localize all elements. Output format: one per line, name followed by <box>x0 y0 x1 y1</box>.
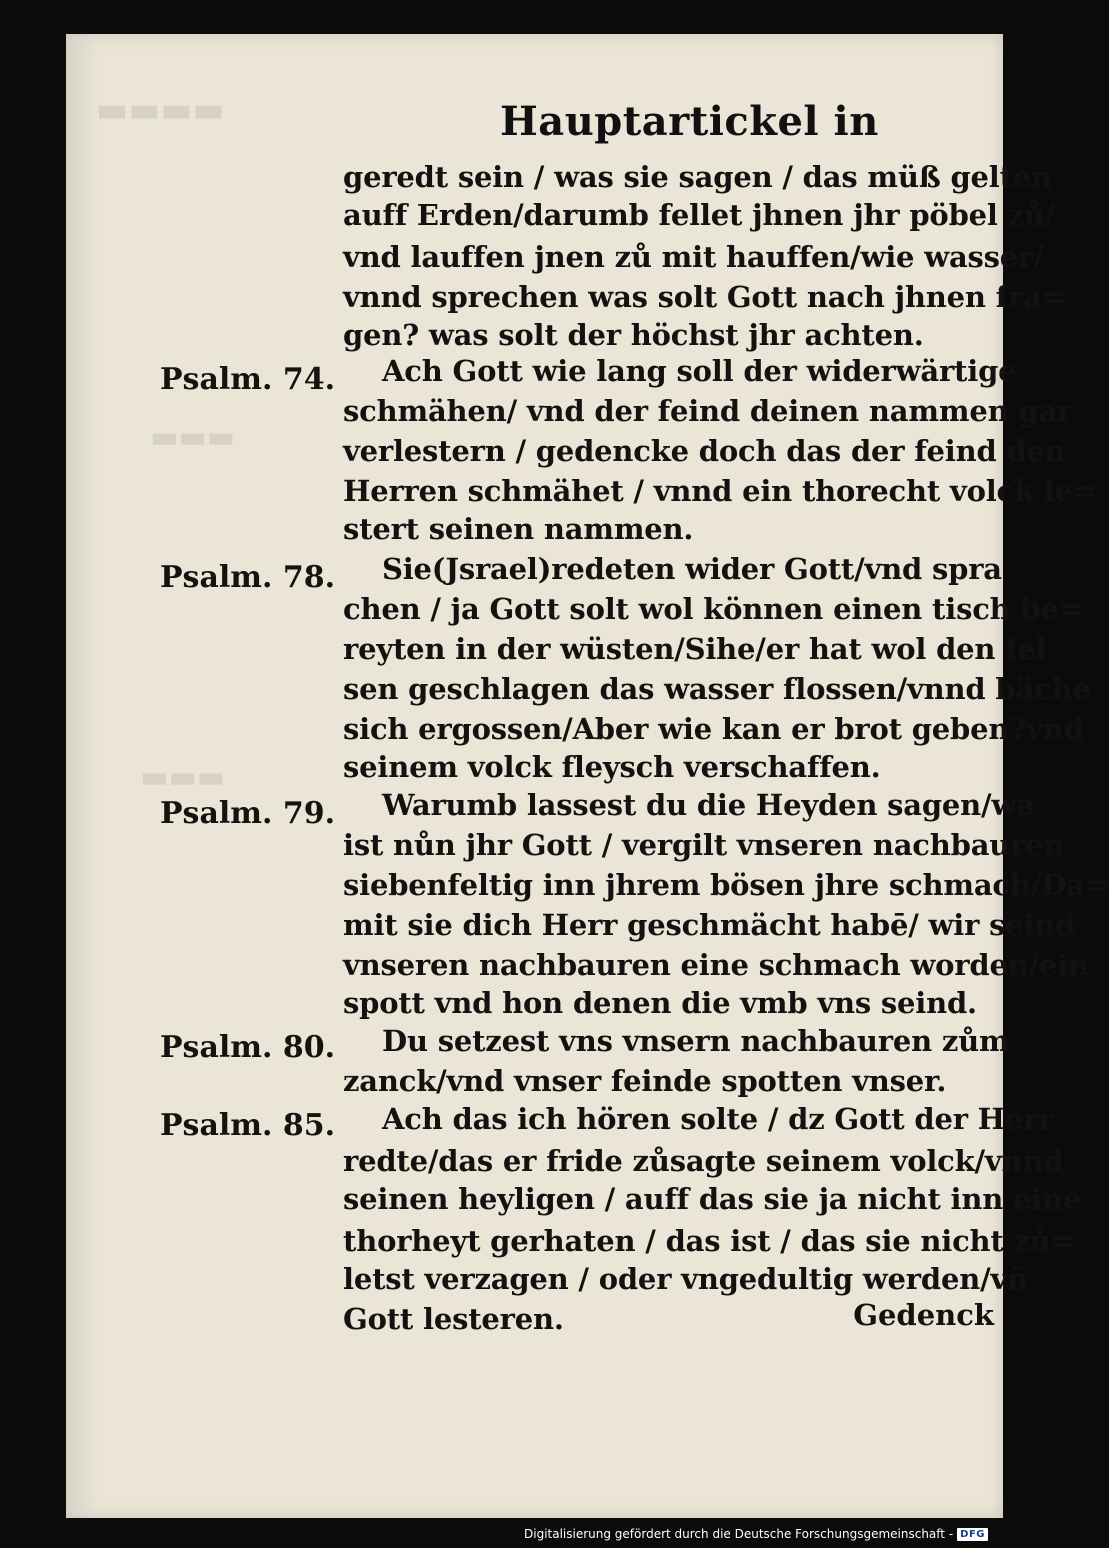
text-line: reyten in der wüsten/Sihe/er hat wol den fel <box>343 632 1047 666</box>
show-through-text: ▬▬▬ <box>140 760 226 795</box>
show-through-text: ▬▬▬▬ <box>96 90 225 130</box>
psalm-reference: Psalm. 78. <box>160 560 336 595</box>
psalm-reference: Psalm. 85. <box>160 1108 336 1143</box>
dfg-logo: DFG <box>957 1528 988 1541</box>
text-line: seinen heyligen / auff das sie ja nicht inn eine <box>343 1182 1082 1216</box>
running-title: Hauptartickel in <box>500 98 879 145</box>
text-line: vnnd sprechen was solt Gott nach jhnen fra= <box>343 280 1066 314</box>
text-line: Ach das ich hören solte / dz Gott der Herr <box>382 1102 1054 1136</box>
text-line: ist nůn jhr Gott / vergilt vnseren nachbauren <box>343 828 1065 862</box>
text-line: chen / ja Gott solt wol können einen tisch be= <box>343 592 1083 626</box>
text-line: sich ergossen/Aber wie kan er brot geben?vnd <box>343 712 1084 746</box>
text-line: spott vnd hon denen die vmb vns seind. <box>343 986 977 1020</box>
text-line: siebenfeltig inn jhrem bösen jhre schmach/Da= <box>343 868 1109 902</box>
text-line: schmähen/ vnd der feind deinen nammen gar <box>343 394 1073 428</box>
text-line: auff Erden/darumb fellet jhnen jhr pöbel zů/ <box>343 198 1056 232</box>
text-line: mit sie dich Herr geschmächt habē/ wir seind <box>343 908 1076 942</box>
text-line: seinem volck fleysch verschaffen. <box>343 750 881 784</box>
text-line: stert seinen nammen. <box>343 512 694 546</box>
psalm-reference: Psalm. 79. <box>160 796 336 831</box>
text-line: Du setzest vns vnsern nachbauren zům <box>382 1024 1010 1058</box>
text-line: Ach Gott wie lang soll der widerwärtige <box>382 354 1017 388</box>
text-line: Warumb lassest du die Heyden sagen/wa <box>382 788 1035 822</box>
text-line: vnseren nachbauren eine schmach worden/ein <box>343 948 1089 982</box>
text-line: sen geschlagen das wasser flossen/vnnd bäche <box>343 672 1091 706</box>
text-line: letst verzagen / oder vngedultig werden/vñ <box>343 1262 1029 1296</box>
text-line: Gott lesteren. <box>343 1302 564 1336</box>
psalm-reference: Psalm. 80. <box>160 1030 336 1065</box>
text-line: zanck/vnd vnser feinde spotten vnser. <box>343 1064 947 1098</box>
show-through-text: ▬▬▬ <box>150 420 236 455</box>
catchword: Gedenck <box>853 1298 994 1332</box>
text-line: geredt sein / was sie sagen / das müß gelten <box>343 160 1052 194</box>
text-line: gen? was solt der höchst jhr achten. <box>343 318 924 352</box>
text-line: thorheyt gerhaten / das ist / das sie nicht zů= <box>343 1224 1075 1258</box>
text-line: Herren schmähet / vnnd ein thorecht volck le= <box>343 474 1097 508</box>
text-line: Sie(Jsrael)redeten wider Gott/vnd spra <box>382 552 1002 586</box>
text-line: vnd lauffen jnen zů mit hauffen/wie wasser/ <box>343 240 1044 274</box>
text-line: redte/das er fride zůsagte seinem volck/vnnd <box>343 1144 1064 1178</box>
footer-credit <box>524 1524 988 1544</box>
footer-credit-text: Digitalisierung gefördert durch die Deutsche Forschungsgemeinschaft - <box>524 1527 954 1541</box>
psalm-reference: Psalm. 74. <box>160 362 336 397</box>
text-line: verlestern / gedencke doch das der feind den <box>343 434 1066 468</box>
